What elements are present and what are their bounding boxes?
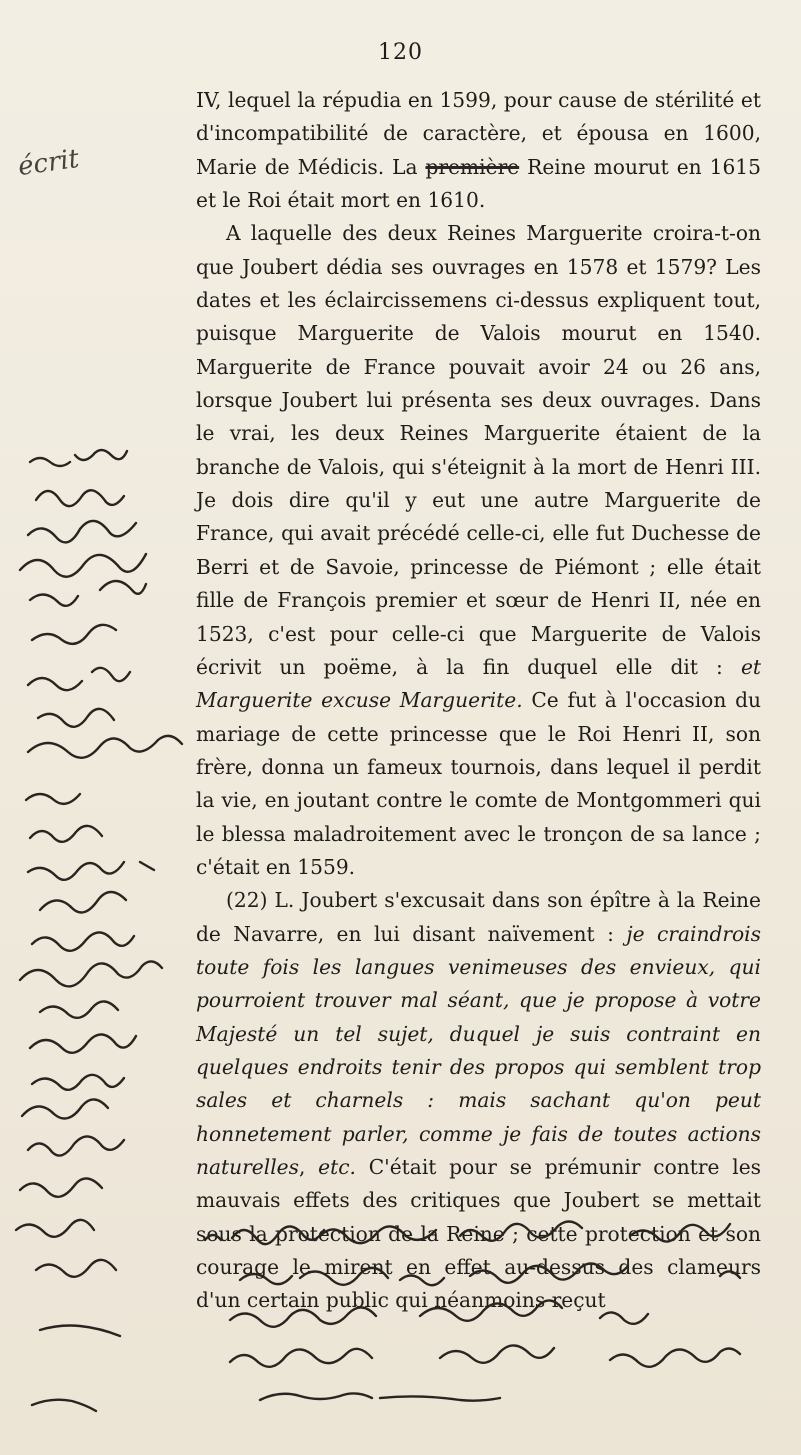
paragraph-2-text-b: Ce fut à l'occasion du mariage de cette princesse que le Roi Henri II, son frère, donna un fameux tournois, dans lequel il perdit la vie, en joutant contre le comte de Montgommeri qui le blessa maladroitement avec le tronçon de sa lance ; c'était en 1559.: [196, 688, 761, 879]
margin-note-top: écrit: [16, 143, 81, 183]
paragraph-2-quote: et Marguerite excuse Marguerite.: [196, 654, 761, 713]
paragraph-3-etc: etc.: [318, 1155, 356, 1179]
paragraph-2-text-a: A laquelle des deux Reines Marguerite croira-t-on que Joubert dédia ses ouvrages en 1578 et 1579? Les dates et les éclaircissemens ci-dessus expliquent tout, puisque Marguerite de Valois mourut en 1540. Marguerite de France pouvait avoir 24 ou 26 ans, lorsque Joubert lui présenta ses deux ouvrages. Dans le vrai, les deux Reines Marguerite étaient de la branche de Valois, qui s'éteignit à la mort de Henri III. Je dois dire qu'il y eut une autre Marguerite de France, qui avait précédé celle-ci, elle fut Duchesse de Berri et de Savoie, princesse de Piémont ; elle était fille de François premier et sœur de Henri II, née en 1523, c'est pour celle-ci que Marguerite de Valois écrivit un poëme, à la fin duquel elle dit :: [196, 221, 761, 679]
paragraph-3-text-a: (22) L. Joubert s'excusait dans son épître à la Reine de Navarre, en lui disant naïvement :: [196, 888, 761, 946]
struck-word: première: [425, 154, 520, 179]
page-number: 120: [378, 40, 423, 65]
paragraph-1-text-a: IV, lequel la répudia en 1599, pour cause de stérilité et d'incompatibilité de caractère, et épousa en 1600, Marie de Médicis. La: [196, 88, 761, 179]
paragraph-1-text-b: Reine mourut en 1615 et le Roi était mort en 1610.: [196, 154, 761, 213]
paragraph-3-quote: je craindrois toute fois les langues venimeuses des envieux, qui pourroient trouver mal séant, que je propose à votre Majesté un tel sujet, duquel je suis contraint en quelques endroits tenir des propos qui semblent trop sales et charnels : mais sachant qu'on peut honnetement parler, comme je fais de toutes actions naturelles: [196, 921, 761, 1179]
paragraph-3-text-b: C'était pour se prémunir contre les mauvais effets des critiques que Joubert se mettait sous la protection de la Reine ; cette protection et son courage le mirent en effet au-dessus des clameurs d'un certain public qui néanmoins reçut: [196, 1155, 762, 1313]
paragraph-3-sep: ,: [298, 1155, 319, 1179]
